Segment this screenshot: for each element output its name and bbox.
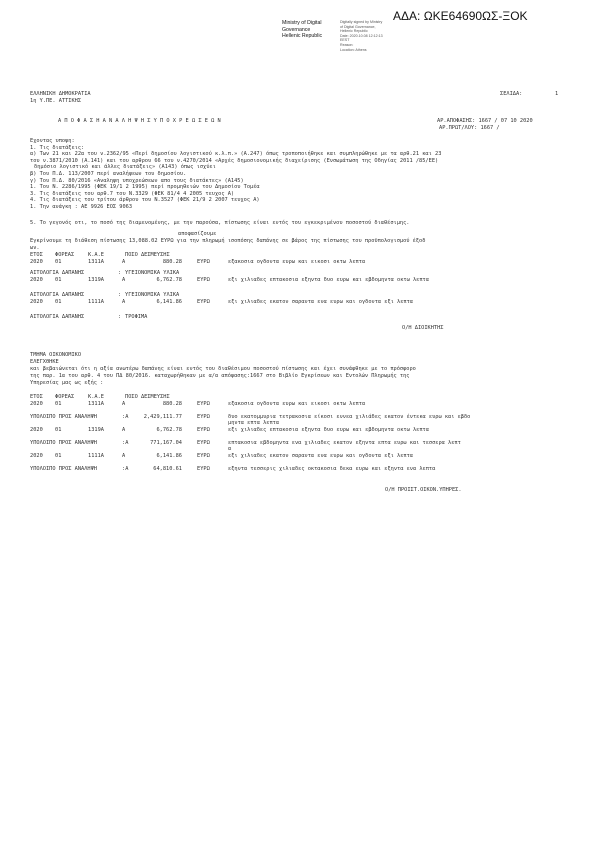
header-kae: Κ.Α.Ε <box>88 252 104 258</box>
verification-text: Υπηρεσίας μας ως εξής : <box>30 380 104 386</box>
amount: 6,141.86 <box>156 453 182 459</box>
reason-text: ΤΡΟΦΙΜΑ <box>125 314 148 320</box>
kae: 1319Α <box>88 277 104 283</box>
amount: 2,429,111.77 <box>143 414 182 420</box>
reason-label: ΑΙΤΟΛΟΓΙΑ ΔΑΠΑΝΗΣ <box>30 292 85 298</box>
separator: :Α <box>122 466 129 472</box>
currency: ΕΥΡΩ <box>197 453 210 459</box>
balance-label: ΥΠΟΛΟΙΠΟ ΠΡΟΣ ΑΝΑΛΗΨΗ <box>30 440 97 446</box>
issuer-country: ΕΛΛΗΝΙΚΗ ΔΗΜΟΚΡΑΤΙΑ <box>30 91 91 97</box>
document-title: Α Π Ο Φ Α Σ Η Α Ν Α Λ Η Ψ Η Σ Υ Π Ο Χ Ρ Ε Ω Σ Ε Ω Ν <box>58 118 221 124</box>
decision-text-continued: ων. <box>30 245 40 251</box>
amount: 771,167.04 <box>150 440 182 446</box>
director-signature-label: Ο/Η ΔΙΟΙΚΗΤΗΣ <box>402 325 444 331</box>
amount-in-words: εξι χιλιαδες επτακοσια εξηντα δυο ευρω και εβδομηντα οκτω λεπτα <box>228 427 429 433</box>
finance-head-signature-label: Ο/Η ΠΡΟΙΣΤ.ΟΙΚΟΝ.ΥΠΗΡΕΣ. <box>385 487 462 493</box>
consideration-line: 1. Τις διατάξεις: <box>30 144 85 151</box>
signature-detail: Location: Athens <box>340 47 367 52</box>
year: 2020 <box>30 453 43 459</box>
currency: ΕΥΡΩ <box>197 299 210 305</box>
amount-in-words-continued: μηντα επτα λεπτα <box>228 420 280 426</box>
year: 2020 <box>30 259 43 265</box>
page-number: 1 <box>555 91 559 97</box>
signer-name-line: Hellenic Republic <box>282 33 323 40</box>
amount-in-words-continued: α <box>228 446 232 452</box>
consideration-line: α) Των 21 και 22α του ν.2362/95 «Περί δημοσίου λογιστικού κ.λ.π.» (Α.247) όπως τροποποιήθηκε και συμπληρώθηκε με τα αρθ.21 και 23 <box>30 151 442 158</box>
considerations-block <box>30 138 441 211</box>
amount-in-words: δυο εκατομμυρια τετρακοσια είκοσι εννεα χιλιάδες εκατον έντεκα ευρω και εβδο <box>228 414 471 420</box>
header-amount: ΠΟΣΟ ΔΕΣΜΕΥΣΗΣ <box>125 394 170 400</box>
signature-detail: of Digital Governance, <box>340 24 376 29</box>
sign: Α <box>122 277 126 283</box>
ada-number: ΑΔΑ: ΩΚΕ64690ΩΣ-ΞΟΚ <box>393 9 528 23</box>
amount-in-words: εξι χιλιαδες επτακοσια εξηντα δυο ευρω και εβδομηντα οκτω λεπτα <box>228 277 429 283</box>
currency: ΕΥΡΩ <box>197 401 210 407</box>
year: 2020 <box>30 277 43 283</box>
header-amount: ΠΟΣΟ ΔΕΣΜΕΥΣΗΣ <box>125 252 170 258</box>
signature-detail: EEST <box>340 38 350 43</box>
signature-detail: Digitally signed by Ministry <box>340 20 383 24</box>
fact-statement: 5. Το γεγονός οτι, το ποσό της διαμενομένης, με την παρούσα, πίστωσης είναι εντός του εγκεκριμένου ποσοστού διαθέσιμης. <box>30 220 410 226</box>
consideration-line: 4. Τις διατάξεις του τρίτου άρθρου του Ν.3527 (ΦΕΚ 21/9 2 2007 τευχος Α) <box>30 197 260 204</box>
currency: ΕΥΡΩ <box>197 466 210 472</box>
kae: 1319Α <box>88 427 104 433</box>
separator: : <box>118 270 122 276</box>
consideration-line: 3. Τις διατάξεις του αρθ.7 του Ν.3329 (ΦΕΚ 81/4 4 2005 τευχος Α) <box>30 190 235 197</box>
section-title: ΤΜΗΜΑ ΟΙΚΟΝΟΜΙΚΟ <box>30 352 82 358</box>
amount: 6,762.78 <box>156 427 182 433</box>
digital-signature <box>282 20 322 40</box>
separator: : <box>118 314 122 320</box>
signature-details <box>340 20 383 52</box>
kae: 1111Α <box>88 453 104 459</box>
year: 2020 <box>30 299 43 305</box>
consideration-line: δημόσιο λογιστικό και άλλες διατάξεις» (Α143) όπως ισχύει <box>34 164 216 171</box>
amount-in-words: επτακοσια εβδομηντα ενα χιλιαδες εκατον εξηντα επτα ευρω και τεσσερα λεπτ <box>228 440 461 446</box>
entity: 01 <box>55 427 62 433</box>
sign: Α <box>122 427 126 433</box>
sign: Α <box>122 401 126 407</box>
entity: 01 <box>55 401 62 407</box>
page-label: ΣΕΛΙΔΑ: <box>500 91 523 97</box>
reason-text: ΥΓΕΙΟΝΟΜΙΚΑ ΥΛΙΚΑ <box>125 292 180 298</box>
reason-label: ΑΙΤΟΛΟΓΙΑ ΔΑΠΑΝΗΣ <box>30 314 85 320</box>
sign: Α <box>122 259 126 265</box>
entity: 01 <box>55 259 62 265</box>
verification-text: της παρ. 1α του αρθ. 4 του ΠΔ 80/2016. καταχωρήθηκαν με α/α απόφασης:1667 στο Βιβλίο Εγκρίσεων και Εντολών Πληρωμής της <box>30 373 410 379</box>
decision-text: Εγκρίνουμε τη διάθεση πίστωσης 13,088.02 ΕΥΡΩ για την πληρωμή ισοπόσης δαπάνης σε βάρος της πίστωσης του προϋπολογισμού έξοδ <box>30 238 426 244</box>
decision-number: ΑΡ.ΑΠΟΦΑΣΗΣ: 1667 / 07 10 2020 <box>437 118 533 124</box>
header-year: ΕΤΟΣ <box>30 252 43 258</box>
entity: 01 <box>55 277 62 283</box>
header-entity: ΦΟΡΕΑΣ <box>55 252 75 258</box>
separator: :Α <box>122 414 129 420</box>
sign: Α <box>122 299 126 305</box>
amount: 64,810.61 <box>153 466 182 472</box>
signature-detail: Reason: <box>340 42 354 47</box>
amount: 6,141.86 <box>156 299 182 305</box>
signer-name-line: Governance <box>282 26 311 33</box>
amount-in-words: εξι χιλιαδες εκατον σαραντα ενα ευρω και ογδοντα εξι λεπτα <box>228 299 413 305</box>
kae: 1311Α <box>88 401 104 407</box>
separator: : <box>118 292 122 298</box>
reason-label: ΑΙΤΟΛΟΓΙΑ ΔΑΠΑΝΗΣ <box>30 270 85 276</box>
section-subtitle: ΕΛΕΓΧΘΗΚΕ <box>30 359 59 365</box>
year: 2020 <box>30 401 43 407</box>
balance-label: ΥΠΟΛΟΙΠΟ ΠΡΟΣ ΑΝΑΛΗΨΗ <box>30 466 97 472</box>
issuer-authority: 1η Υ.ΠΕ. ΑΤΤΙΚΗΣ <box>30 98 82 104</box>
signer-name-line: Ministry of Digital <box>282 20 322 26</box>
decision-label: αποφασίζουμε <box>178 231 217 237</box>
amount: 880.28 <box>162 401 182 407</box>
currency: ΕΥΡΩ <box>197 259 210 265</box>
currency: ΕΥΡΩ <box>197 414 210 420</box>
consideration-line: Εχοντας υποψη: <box>30 138 75 144</box>
amount: 6,762.78 <box>156 277 182 283</box>
consideration-line: 1. Την ανάγκη : ΑΕ 9926 ΕΟΣ 9063 <box>30 203 133 210</box>
balance-label: ΥΠΟΛΟΙΠΟ ΠΡΟΣ ΑΝΑΛΗΨΗ <box>30 414 97 420</box>
entity: 01 <box>55 453 62 459</box>
consideration-line: γ) Του Π.Δ. 80/2016 «Αναληψη υποχρεώσεων απο τους διατάκτες» (Α145) <box>30 177 244 184</box>
kae: 1111Α <box>88 299 104 305</box>
amount-in-words: εξηντα τεσσερις χιλιαδες οκτακοσια δεκα ευρω και εξηντα ενα λεπτα <box>228 466 436 472</box>
header-entity: ΦΟΡΕΑΣ <box>55 394 75 400</box>
consideration-line: του ν.3871/2010 (Α.141) και του αρθρου 66 του ν.4270/2014 «Αρχές δημοσιονομικής διαχείρισης (Ενσωμάτωση της Οδηγίας 2011 /85/ΕΕ) <box>30 157 439 164</box>
amount-in-words: εξακοσια ογδοντα ευρω και εικοσι οκτω λεπτα <box>228 259 366 265</box>
consideration-line: β) Του Π.Δ. 113/2007 περί αναλήψεων του δημοσίου. <box>30 170 187 177</box>
year: 2020 <box>30 427 43 433</box>
consideration-line: 1. Του Ν. 2286/1995 (ΦΕΚ 19/1 2 1995) περί προμηθειών του Δημοσίου Τομέα <box>30 184 260 191</box>
protocol-number: ΑΡ.ΠΡΩΤ/ΛΟΥ: 1667 / <box>439 125 500 131</box>
verification-text: και βεβαιώνεται ότι η αξία ανωτέρω δαπάνης είναι εντός του διαθέσιμου ποσοστού πίστωσης και έχει συνάφθηκε με το πρόσφορο <box>30 366 416 372</box>
amount-in-words: εξακοσια ογδοντα ευρω και εικοσι οκτω λεπτα <box>228 401 366 407</box>
signature-detail: Hellenic Republic <box>340 29 368 34</box>
currency: ΕΥΡΩ <box>197 427 210 433</box>
reason-text: ΥΓΕΙΟΝΟΜΙΚΑ ΥΛΙΚΑ <box>125 270 180 276</box>
currency: ΕΥΡΩ <box>197 440 210 446</box>
header-kae: Κ.Α.Ε <box>88 394 104 400</box>
currency: ΕΥΡΩ <box>197 277 210 283</box>
separator: :Α <box>122 440 129 446</box>
amount: 880.28 <box>162 259 182 265</box>
amount-in-words: εξι χιλιαδες εκατον σαραντα ενα ευρω και ογδοντα εξι λεπτα <box>228 453 413 459</box>
header-year: ΕΤΟΣ <box>30 394 43 400</box>
entity: 01 <box>55 299 62 305</box>
sign: Α <box>122 453 126 459</box>
kae: 1311Α <box>88 259 104 265</box>
signature-detail: Date: 2020.10.08 12:12:13 <box>340 33 383 38</box>
